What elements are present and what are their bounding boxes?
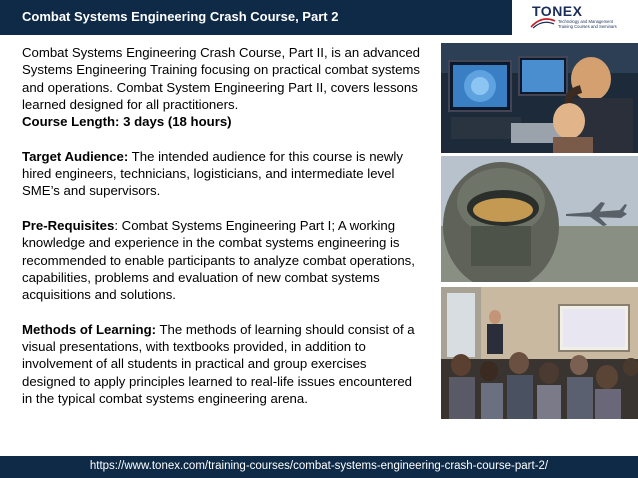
header-bar bbox=[0, 0, 638, 35]
logo-tagline-1: Technology and Management bbox=[558, 19, 613, 24]
intro-paragraph bbox=[22, 44, 422, 113]
course-description bbox=[22, 44, 422, 425]
target-audience-label: Target Audience: bbox=[22, 148, 129, 164]
prerequisites-paragraph bbox=[22, 217, 422, 303]
tonex-logo bbox=[512, 0, 638, 36]
prerequisites-label: Pre-Requisites bbox=[22, 217, 115, 233]
course-url: https://www.tonex.com/training-courses/combat-systems-engineering-crash-course-part-2/ bbox=[89, 460, 549, 472]
classroom-training-photo bbox=[441, 287, 638, 419]
classroom-training-image bbox=[441, 287, 638, 419]
prerequisites-text: : Combat Systems Engineering Part I; A working knowledge and experience in the combat systems engineering is recommended to enable participants to analyze combat operations, capabilities, problems and evaluation of new combat systems acquisitions and solutions. bbox=[22, 217, 415, 303]
logo-swoosh-icon bbox=[530, 17, 556, 29]
target-audience-text: The intended audience for this course is newly hired engineers, technicians, logisticians, and intermediate level SME’s and supervisors. bbox=[22, 148, 403, 199]
footer-bar bbox=[0, 456, 638, 478]
logo-tagline-2: Training Courses and Seminars bbox=[558, 24, 617, 29]
fighter-pilot-photo bbox=[441, 156, 638, 282]
intro-text: Combat Systems Engineering Crash Course, Part II, is an advanced Systems Engineering Training focusing on practical combat systems and operations. Combat System Engineering Part II, covers lessons learned designed for all practitioners. bbox=[22, 45, 421, 112]
fighter-pilot-image bbox=[441, 156, 638, 282]
logo-name: TONEX bbox=[532, 3, 583, 19]
radar-console-image bbox=[441, 43, 638, 153]
course-length: Course Length: 3 days (18 hours) bbox=[22, 114, 232, 130]
methods-paragraph bbox=[22, 321, 422, 407]
page-title: Combat Systems Engineering Crash Course, Part 2 bbox=[22, 9, 339, 24]
target-audience-paragraph bbox=[22, 148, 422, 200]
methods-text: The methods of learning should consist of a visual presentations, with textbooks provided, in addition to involvement of all students in practical and group exercises designed to apply principles learned to real-life issues encountered in the typical combat systems engineering arena. bbox=[22, 321, 415, 406]
methods-label: Methods of Learning: bbox=[22, 321, 157, 337]
radar-console-photo bbox=[441, 43, 638, 153]
